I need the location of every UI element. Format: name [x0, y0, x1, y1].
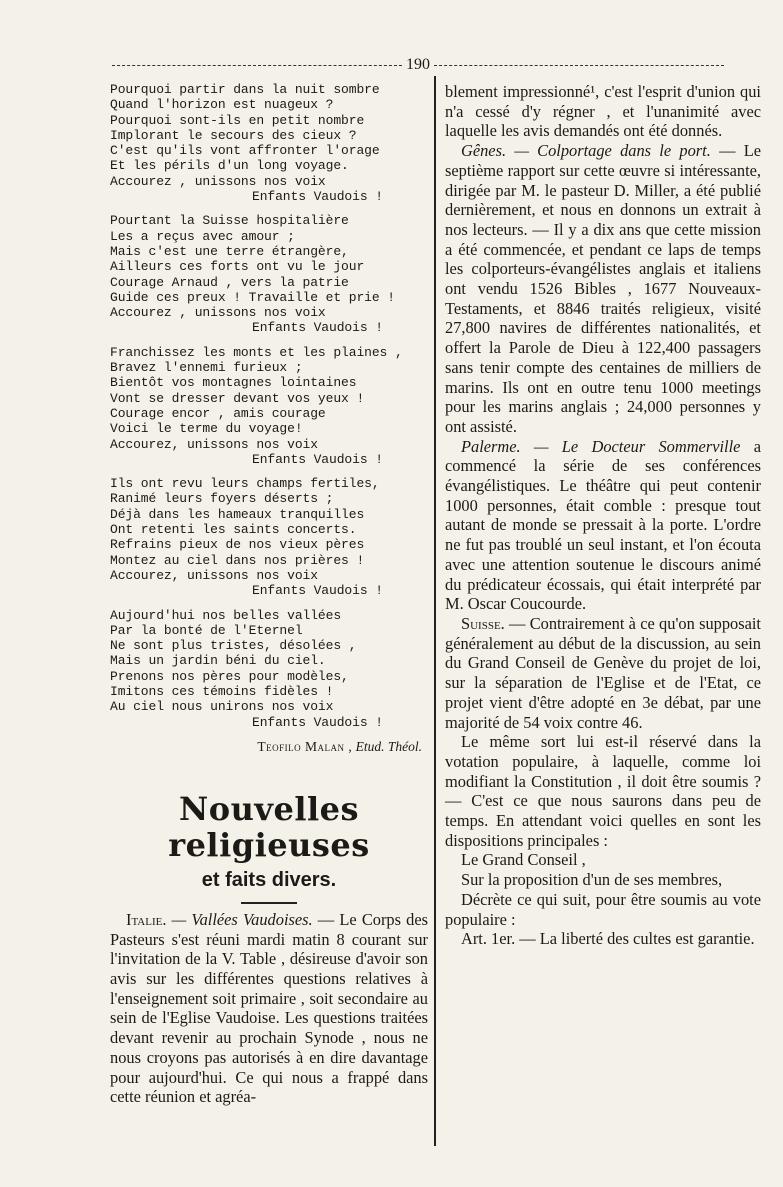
heading-rule [241, 902, 297, 904]
poem-line: Ils ont revu leurs champs fertiles, [110, 476, 380, 492]
poem-line: Prenons nos pères pour modèles, [110, 668, 349, 684]
article-body: Le Grand Conseil , [461, 850, 586, 870]
article-subhead: Gênes. — Colportage dans le port. [461, 141, 711, 161]
poem-line: Ne sont plus tristes, désolées , [110, 638, 357, 654]
article-paragraph [445, 732, 761, 850]
article-paragraph [445, 890, 761, 929]
article-subhead: Palerme. — Le Docteur Sommerville [461, 436, 741, 456]
poem-stanza [110, 608, 428, 730]
poem-line: Quand l'horizon est nuageux ? [110, 97, 334, 113]
article-paragraph [445, 929, 761, 949]
poem-line: Implorant le secours des cieux ? [110, 127, 357, 143]
poem-line: Ranimé leurs foyers déserts ; [110, 491, 334, 507]
poem-line: Bientôt vos montagnes lointaines [110, 375, 357, 391]
poem-line: Franchissez les monts et les plaines , [110, 344, 403, 360]
poem-line: Refrains pieux de nos vieux pères [110, 537, 365, 553]
poem-line: Courage encor , amis courage [110, 405, 326, 421]
poem-line: Au ciel nous unirons nos voix [110, 699, 334, 715]
poem-line: Mais c'est une terre étrangère, [110, 243, 349, 259]
article-body: — Contrairement à ce qu'on supposait généralement au début de la discussion, au sein du Grand Conseil de Genève du projet de loi, sur la séparation de l'Eglise et de l'Etat, ce projet vient d'être adopté en 3e débat, par une majorité de 54 voix contre 46. [445, 613, 761, 732]
article-paragraph [445, 614, 761, 732]
poem-refrain: Enfants Vaudois ! [252, 189, 383, 205]
poem-refrain: Enfants Vaudois ! [252, 583, 383, 599]
poem-stanza [110, 345, 428, 467]
article-lead: Suisse. [461, 613, 505, 633]
article-body: Art. 1er. — La liberté des cultes est garantie. [461, 929, 755, 949]
article-subhead: — Vallées Vaudoises. [166, 909, 313, 929]
poem-line: Accourez, unissons nos voix [110, 567, 318, 583]
poem-stanza [110, 213, 428, 335]
right-column [445, 82, 761, 949]
article-paragraph [110, 910, 428, 1107]
page-header [112, 56, 724, 74]
poem-line: Mais un jardin béni du ciel. [110, 653, 326, 669]
article-paragraph [445, 437, 761, 614]
poem-line: Pourquoi sont-ils en petit nombre [110, 112, 365, 128]
poem [110, 82, 428, 730]
poem-line: Vont se dresser devant vos yeux ! [110, 390, 365, 406]
left-column [110, 82, 428, 1107]
article-paragraph [445, 870, 761, 890]
article-lead: Italie. [126, 909, 167, 929]
poem-line: Déjà dans les hameaux tranquilles [110, 506, 365, 522]
poem-stanza [110, 476, 428, 598]
poem-author-title: Etud. Théol. [355, 738, 422, 754]
article-body: Le même sort lui est-il réservé dans la votation populaire, à laquelle, comme loi modifiant la Constitution , il doit être soumis ? — C'est ce que nous saurons dans peu de temps. En attendant voici quelles en sont les dispositions principales : [445, 732, 761, 850]
poem-refrain: Enfants Vaudois ! [252, 320, 383, 336]
column-divider [434, 76, 436, 1146]
article-body: — Le Corps des Pasteurs s'est réuni mardi matin 8 courant sur l'invitation de la V. Table , désireuse d'avoir son avis sur les différentes questions relatives à l'enseignement soit primaire , soit secondaire au sein de l'Eglise Vaudoise. Les questions traitées devant revenir au prochain Synode , nous ne nous croyons pas autorisés à en dire davantage pour aujourd'hui. Ce qui nous a frappé dans cette réunion et agréa- [110, 909, 429, 1107]
right-articles [445, 82, 761, 949]
poem-line: Ailleurs ces forts ont vu le jour [110, 259, 365, 275]
poem-line: Guide ces preux ! Travaille et prie ! [110, 289, 395, 305]
poem-line: Courage Arnaud , vers la patrie [110, 274, 349, 290]
poem-line: Imitons ces témoins fidèles ! [110, 683, 334, 699]
poem-line: C'est qu'ils vont affronter l'orage [110, 143, 380, 159]
header-rule-left [112, 65, 402, 66]
poem-line: Pourquoi partir dans la nuit sombre [110, 82, 380, 97]
section-heading [110, 791, 428, 904]
poem-line: Bravez l'ennemi furieux ; [110, 360, 303, 376]
poem-line: Par la bonté de l'Eternel [110, 622, 303, 638]
article-body: blement impressionné¹, c'est l'esprit d'union qui n'a cessé d'y régner , et l'unanimité avec laquelle les avis demandés ont été donnés. [445, 82, 761, 141]
article-paragraph [445, 850, 761, 870]
poem-line: Ont retenti les saints concerts. [110, 522, 357, 538]
poem-line: Voici le terme du voyage! [110, 421, 303, 437]
left-articles [110, 910, 428, 1107]
poem-line: Et les périls d'un long voyage. [110, 158, 349, 174]
poem-stanza [110, 82, 428, 204]
poem-author: Teofilo Malan , [257, 738, 353, 754]
poem-line: Pourtant la Suisse hospitalière [110, 213, 349, 229]
article-body: Décrète ce qui suit, pour être soumis au vote populaire : [445, 889, 761, 929]
poem-signature [110, 739, 422, 755]
poem-line: Les a reçus avec amour ; [110, 228, 295, 244]
poem-line: Montez au ciel dans nos prières ! [110, 552, 365, 568]
poem-line: Aujourd'hui nos belles vallées [110, 607, 342, 623]
poem-refrain: Enfants Vaudois ! [252, 451, 383, 467]
poem-refrain: Enfants Vaudois ! [252, 714, 383, 730]
poem-line: Accourez , unissons nos voix [110, 173, 326, 189]
article-paragraph [445, 141, 761, 437]
header-rule-right [434, 65, 724, 66]
section-subtitle: et faits divers. [201, 868, 337, 891]
article-body: a commencé la série de ses conférences évangélistiques. Le théâtre qui peut contenir 1000 personnes, était comble : presque tout autant de monde se pressait à la porte. L'ordre ne fut pas troublé un seul instant, et l'on écouta avec une attention soutenue le discours animé du prédicateur écossais, qui était interprété par M. Oscar Coucourde. [445, 436, 761, 614]
article-body: — Le septième rapport sur cette œuvre si intéressante, dirigée par M. le pasteur D. Miller, a été publié dernièrement, et nous en donnons un extrait à nos lecteurs. — Il y a dix ans que cette mission a été commencée, et pendant ce laps de temps les colporteurs-évangélistes anglais et italiens ont vendu 1526 Bibles , 1677 Nouveaux-Testaments, et 8846 traités religieux, visité 27,800 navires de différentes nationalités, et offert la Parole de Dieu à 122,400 passagers sans tenir compte des centaines de milliers de marins. Ils ont en outre tenu 1000 meetings pour les marins anglais ; 24,000 personnes y ont assisté. [445, 141, 762, 436]
poem-line: Accourez, unissons nos voix [110, 436, 318, 452]
article-body: Sur la proposition d'un de ses membres, [461, 870, 723, 890]
section-title: Nouvelles religieuses [168, 789, 370, 864]
article-paragraph [445, 82, 761, 141]
page-number: 190 [406, 56, 430, 73]
poem-line: Accourez , unissons nos voix [110, 305, 326, 321]
